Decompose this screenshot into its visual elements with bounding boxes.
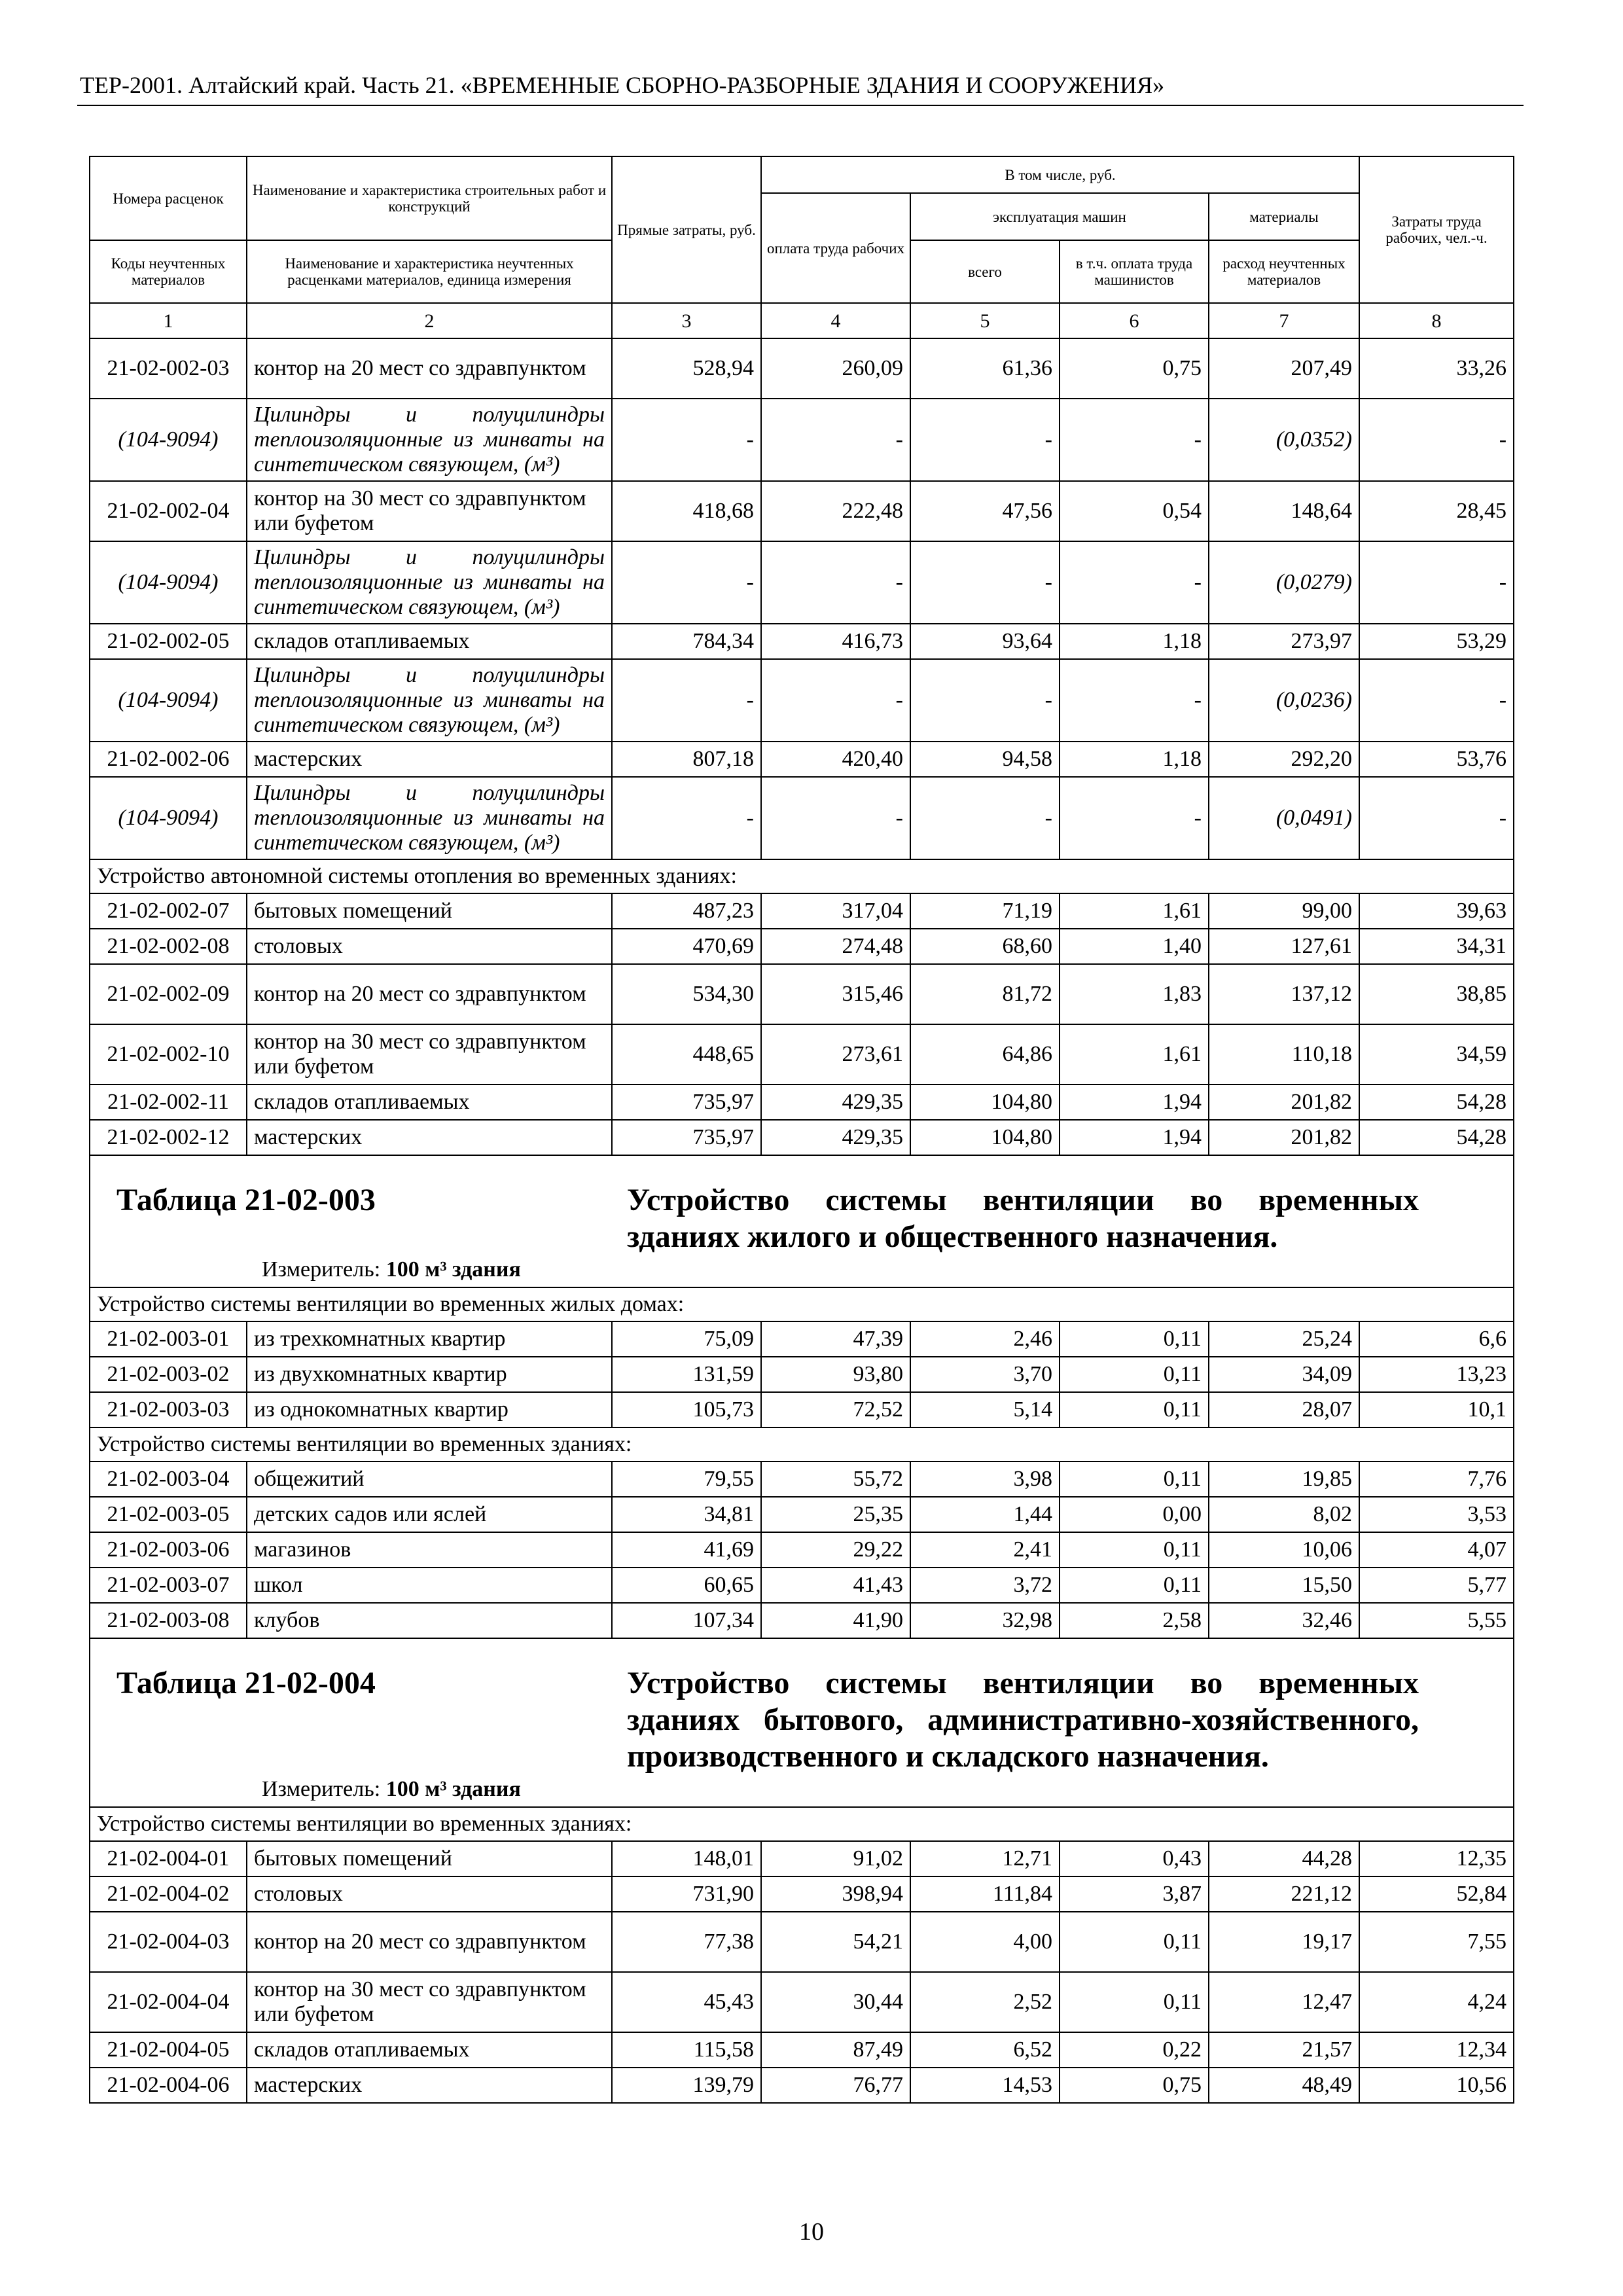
worker-pay-cell: 315,46 xyxy=(761,964,910,1024)
materials-cell: 34,09 xyxy=(1209,1357,1359,1392)
header-rate-numbers: Номера расценок xyxy=(90,156,247,240)
machinist-pay-cell: 0,00 xyxy=(1060,1497,1209,1532)
header-rule xyxy=(77,105,1524,106)
worker-pay-cell: 55,72 xyxy=(761,1462,910,1497)
labor-hours-cell: 12,35 xyxy=(1359,1841,1514,1876)
labor-hours-cell: 3,53 xyxy=(1359,1497,1514,1532)
material-code-cell: (104-9094) xyxy=(90,659,247,742)
machine-total-cell: 71,19 xyxy=(910,893,1060,929)
materials-cell: 221,12 xyxy=(1209,1876,1359,1912)
machine-total-cell: 2,46 xyxy=(910,1321,1060,1357)
materials-cell: 201,82 xyxy=(1209,1120,1359,1155)
rate-code-cell: 21-02-004-06 xyxy=(90,2068,247,2103)
work-name-cell: детских садов или яслей xyxy=(247,1497,612,1532)
rate-code-cell: 21-02-003-06 xyxy=(90,1532,247,1568)
rate-code-cell: 21-02-003-08 xyxy=(90,1603,247,1638)
rate-code-cell: 21-02-002-09 xyxy=(90,964,247,1024)
direct-cost-cell: 735,97 xyxy=(612,1085,761,1120)
table-row xyxy=(90,893,1514,929)
direct-cost-cell: 528,94 xyxy=(612,338,761,399)
machine-total-cell: 104,80 xyxy=(910,1120,1060,1155)
work-name-cell: школ xyxy=(247,1568,612,1603)
worker-pay-cell: 416,73 xyxy=(761,624,910,659)
direct-cost-cell: 418,68 xyxy=(612,481,761,541)
materials-cell: 28,07 xyxy=(1209,1392,1359,1427)
labor-hours-cell: 34,59 xyxy=(1359,1024,1514,1085)
material-name-cell: Цилиндры и полуцилиндры теплоизоляционные из минваты на синтетическом связующем, (м³) xyxy=(247,541,612,624)
measure-unit xyxy=(262,1257,521,1283)
rate-code-cell: 21-02-002-06 xyxy=(90,742,247,777)
measure-value: 100 м³ здания xyxy=(385,1257,521,1282)
table-row xyxy=(90,1321,1514,1357)
work-name-cell: столовых xyxy=(247,1876,612,1912)
labor-hours-cell: 53,76 xyxy=(1359,742,1514,777)
worker-pay-cell: 317,04 xyxy=(761,893,910,929)
rate-code-cell: 21-02-004-02 xyxy=(90,1876,247,1912)
table-row xyxy=(90,929,1514,964)
materials-cell: 8,02 xyxy=(1209,1497,1359,1532)
rate-code-cell: 21-02-003-03 xyxy=(90,1392,247,1427)
header-direct-costs: Прямые затраты, руб. xyxy=(612,156,761,303)
labor-hours-cell: 10,1 xyxy=(1359,1392,1514,1427)
material-machinist-pay-cell: - xyxy=(1060,777,1209,859)
machine-total-cell: 104,80 xyxy=(910,1085,1060,1120)
table-row xyxy=(90,1497,1514,1532)
work-name-cell: мастерских xyxy=(247,742,612,777)
column-number: 5 xyxy=(910,303,1060,338)
machinist-pay-cell: 0,11 xyxy=(1060,1972,1209,2032)
table-row xyxy=(90,2068,1514,2103)
labor-hours-cell: 7,76 xyxy=(1359,1462,1514,1497)
direct-cost-cell: 105,73 xyxy=(612,1392,761,1427)
worker-pay-cell: 273,61 xyxy=(761,1024,910,1085)
machinist-pay-cell: 0,11 xyxy=(1060,1532,1209,1568)
materials-cell: 32,46 xyxy=(1209,1603,1359,1638)
table-row xyxy=(90,1568,1514,1603)
table-title-block xyxy=(90,1155,1514,1287)
direct-cost-cell: 107,34 xyxy=(612,1603,761,1638)
machine-total-cell: 2,52 xyxy=(910,1972,1060,2032)
machine-total-cell: 3,98 xyxy=(910,1462,1060,1497)
table-row xyxy=(90,742,1514,777)
materials-cell: 12,47 xyxy=(1209,1972,1359,2032)
materials-cell: 207,49 xyxy=(1209,338,1359,399)
work-name-cell: складов отапливаемых xyxy=(247,1085,612,1120)
table-row xyxy=(90,1841,1514,1876)
materials-cell: 21,57 xyxy=(1209,2032,1359,2068)
labor-hours-cell: 52,84 xyxy=(1359,1876,1514,1912)
labor-hours-cell: 39,63 xyxy=(1359,893,1514,929)
materials-cell: 44,28 xyxy=(1209,1841,1359,1876)
section-heading: Устройство системы вентиляции во временных зданиях: xyxy=(90,1807,1514,1841)
measure-unit xyxy=(262,1776,521,1803)
labor-hours-cell: 12,34 xyxy=(1359,2032,1514,2068)
machinist-pay-cell: 0,22 xyxy=(1060,2032,1209,2068)
direct-cost-cell: 41,69 xyxy=(612,1532,761,1568)
rate-code-cell: 21-02-003-05 xyxy=(90,1497,247,1532)
labor-hours-cell: 33,26 xyxy=(1359,338,1514,399)
section-heading: Устройство системы вентиляции во временных зданиях: xyxy=(90,1427,1514,1462)
machine-total-cell: 93,64 xyxy=(910,624,1060,659)
worker-pay-cell: 274,48 xyxy=(761,929,910,964)
machine-total-cell: 2,41 xyxy=(910,1532,1060,1568)
column-number: 8 xyxy=(1359,303,1514,338)
labor-hours-cell: 7,55 xyxy=(1359,1912,1514,1972)
worker-pay-cell: 29,22 xyxy=(761,1532,910,1568)
column-number: 3 xyxy=(612,303,761,338)
table-row xyxy=(90,1876,1514,1912)
work-name-cell: из трехкомнатных квартир xyxy=(247,1321,612,1357)
material-code-cell: (104-9094) xyxy=(90,777,247,859)
work-name-cell: бытовых помещений xyxy=(247,893,612,929)
machinist-pay-cell: 1,40 xyxy=(1060,929,1209,964)
table-title-row xyxy=(90,1155,1514,1287)
work-name-cell: контор на 20 мест со здравпунктом xyxy=(247,1912,612,1972)
material-labor-hours-cell: - xyxy=(1359,777,1514,859)
worker-pay-cell: 76,77 xyxy=(761,2068,910,2103)
material-name-cell: Цилиндры и полуцилиндры теплоизоляционные из минваты на синтетическом связующем, (м³) xyxy=(247,399,612,481)
work-name-cell: контор на 30 мест со здравпунктом или буфетом xyxy=(247,481,612,541)
work-name-cell: клубов xyxy=(247,1603,612,1638)
machinist-pay-cell: 1,18 xyxy=(1060,742,1209,777)
material-machinist-pay-cell: - xyxy=(1060,399,1209,481)
rate-code-cell: 21-02-002-05 xyxy=(90,624,247,659)
work-name-cell: контор на 20 мест со здравпунктом xyxy=(247,964,612,1024)
worker-pay-cell: 72,52 xyxy=(761,1392,910,1427)
page-number: 10 xyxy=(799,2218,824,2246)
machinist-pay-cell: 0,43 xyxy=(1060,1841,1209,1876)
material-labor-hours-cell: - xyxy=(1359,659,1514,742)
rate-code-cell: 21-02-003-04 xyxy=(90,1462,247,1497)
measure-label: Измеритель: xyxy=(262,1257,381,1282)
column-number: 6 xyxy=(1060,303,1209,338)
column-number: 2 xyxy=(247,303,612,338)
rate-code-cell: 21-02-002-04 xyxy=(90,481,247,541)
materials-cell: 127,61 xyxy=(1209,929,1359,964)
direct-cost-cell: 487,23 xyxy=(612,893,761,929)
materials-cell: 292,20 xyxy=(1209,742,1359,777)
work-name-cell: складов отапливаемых xyxy=(247,624,612,659)
work-name-cell: бытовых помещений xyxy=(247,1841,612,1876)
column-number: 1 xyxy=(90,303,247,338)
table-row xyxy=(90,1972,1514,2032)
table-row xyxy=(90,338,1514,399)
direct-cost-cell: 131,59 xyxy=(612,1357,761,1392)
material-machine-total-cell: - xyxy=(910,659,1060,742)
direct-cost-cell: 75,09 xyxy=(612,1321,761,1357)
materials-cell: 99,00 xyxy=(1209,893,1359,929)
direct-cost-cell: 34,81 xyxy=(612,1497,761,1532)
direct-cost-cell: 534,30 xyxy=(612,964,761,1024)
materials-cell: 273,97 xyxy=(1209,624,1359,659)
materials-cell: 48,49 xyxy=(1209,2068,1359,2103)
table-title-block xyxy=(90,1638,1514,1807)
work-name-cell: складов отапливаемых xyxy=(247,2032,612,2068)
header-machinist-pay: в т.ч. оплата труда машинистов xyxy=(1060,240,1209,303)
direct-cost-cell: 784,34 xyxy=(612,624,761,659)
worker-pay-cell: 47,39 xyxy=(761,1321,910,1357)
machinist-pay-cell: 1,83 xyxy=(1060,964,1209,1024)
worker-pay-cell: 91,02 xyxy=(761,1841,910,1876)
labor-hours-cell: 53,29 xyxy=(1359,624,1514,659)
materials-cell: 148,64 xyxy=(1209,481,1359,541)
material-worker-pay-cell: - xyxy=(761,777,910,859)
table-row xyxy=(90,481,1514,541)
material-materials-cell: (0,0279) xyxy=(1209,541,1359,624)
direct-cost-cell: 148,01 xyxy=(612,1841,761,1876)
work-name-cell: мастерских xyxy=(247,2068,612,2103)
machine-total-cell: 47,56 xyxy=(910,481,1060,541)
machinist-pay-cell: 3,87 xyxy=(1060,1876,1209,1912)
machine-total-cell: 1,44 xyxy=(910,1497,1060,1532)
rate-code-cell: 21-02-003-02 xyxy=(90,1357,247,1392)
machinist-pay-cell: 0,75 xyxy=(1060,2068,1209,2103)
worker-pay-cell: 25,35 xyxy=(761,1497,910,1532)
rates-table xyxy=(89,156,1514,2104)
labor-hours-cell: 38,85 xyxy=(1359,964,1514,1024)
table-row xyxy=(90,624,1514,659)
page-header: ТЕР-2001. Алтайский край. Часть 21. «ВРЕМЕННЫЕ СБОРНО-РАЗБОРНЫЕ ЗДАНИЯ И СООРУЖЕНИЯ» xyxy=(80,72,1165,98)
material-row xyxy=(90,541,1514,624)
measure-value: 100 м³ здания xyxy=(385,1777,521,1801)
section-row xyxy=(90,1427,1514,1462)
machinist-pay-cell: 1,94 xyxy=(1060,1120,1209,1155)
column-number: 7 xyxy=(1209,303,1359,338)
header-materials: материалы xyxy=(1209,193,1359,240)
section-row xyxy=(90,1287,1514,1321)
rate-code-cell: 21-02-004-03 xyxy=(90,1912,247,1972)
table-row xyxy=(90,964,1514,1024)
rate-code-cell: 21-02-004-01 xyxy=(90,1841,247,1876)
machinist-pay-cell: 0,54 xyxy=(1060,481,1209,541)
rate-code-cell: 21-02-002-12 xyxy=(90,1120,247,1155)
work-name-cell: контор на 30 мест со здравпунктом или буфетом xyxy=(247,1972,612,2032)
worker-pay-cell: 429,35 xyxy=(761,1120,910,1155)
rate-code-cell: 21-02-002-07 xyxy=(90,893,247,929)
worker-pay-cell: 41,43 xyxy=(761,1568,910,1603)
machine-total-cell: 4,00 xyxy=(910,1912,1060,1972)
rate-code-cell: 21-02-003-07 xyxy=(90,1568,247,1603)
machinist-pay-cell: 0,11 xyxy=(1060,1392,1209,1427)
material-labor-hours-cell: - xyxy=(1359,541,1514,624)
machine-total-cell: 32,98 xyxy=(910,1603,1060,1638)
direct-cost-cell: 807,18 xyxy=(612,742,761,777)
machine-total-cell: 14,53 xyxy=(910,2068,1060,2103)
rate-code-cell: 21-02-004-05 xyxy=(90,2032,247,2068)
section-row xyxy=(90,859,1514,893)
machinist-pay-cell: 2,58 xyxy=(1060,1603,1209,1638)
materials-cell: 25,24 xyxy=(1209,1321,1359,1357)
machinist-pay-cell: 0,11 xyxy=(1060,1568,1209,1603)
material-worker-pay-cell: - xyxy=(761,541,910,624)
materials-cell: 110,18 xyxy=(1209,1024,1359,1085)
direct-cost-cell: 60,65 xyxy=(612,1568,761,1603)
material-direct-cost-cell: - xyxy=(612,541,761,624)
material-worker-pay-cell: - xyxy=(761,659,910,742)
worker-pay-cell: 429,35 xyxy=(761,1085,910,1120)
labor-hours-cell: 28,45 xyxy=(1359,481,1514,541)
header-machines-total: всего xyxy=(910,240,1060,303)
material-machine-total-cell: - xyxy=(910,541,1060,624)
rate-code-cell: 21-02-002-03 xyxy=(90,338,247,399)
direct-cost-cell: 77,38 xyxy=(612,1912,761,1972)
machinist-pay-cell: 1,61 xyxy=(1060,893,1209,929)
header-work-name: Наименование и характеристика строительных работ и конструкций xyxy=(247,156,612,240)
material-row xyxy=(90,659,1514,742)
column-number: 4 xyxy=(761,303,910,338)
direct-cost-cell: 731,90 xyxy=(612,1876,761,1912)
labor-hours-cell: 4,07 xyxy=(1359,1532,1514,1568)
material-machine-total-cell: - xyxy=(910,777,1060,859)
worker-pay-cell: 222,48 xyxy=(761,481,910,541)
direct-cost-cell: 139,79 xyxy=(612,2068,761,2103)
materials-cell: 19,17 xyxy=(1209,1912,1359,1972)
table-row xyxy=(90,1603,1514,1638)
labor-hours-cell: 13,23 xyxy=(1359,1357,1514,1392)
worker-pay-cell: 398,94 xyxy=(761,1876,910,1912)
material-row xyxy=(90,399,1514,481)
labor-hours-cell: 4,24 xyxy=(1359,1972,1514,2032)
material-direct-cost-cell: - xyxy=(612,659,761,742)
worker-pay-cell: 30,44 xyxy=(761,1972,910,2032)
worker-pay-cell: 420,40 xyxy=(761,742,910,777)
table-row xyxy=(90,1462,1514,1497)
machine-total-cell: 5,14 xyxy=(910,1392,1060,1427)
table-title: Таблица 21-02-004 xyxy=(116,1666,376,1700)
machine-total-cell: 6,52 xyxy=(910,2032,1060,2068)
materials-cell: 201,82 xyxy=(1209,1085,1359,1120)
direct-cost-cell: 735,97 xyxy=(612,1120,761,1155)
table-row xyxy=(90,1532,1514,1568)
materials-cell: 137,12 xyxy=(1209,964,1359,1024)
material-name-cell: Цилиндры и полуцилиндры теплоизоляционные из минваты на синтетическом связующем, (м³) xyxy=(247,659,612,742)
table-title: Таблица 21-02-003 xyxy=(116,1183,376,1217)
machinist-pay-cell: 0,11 xyxy=(1060,1321,1209,1357)
worker-pay-cell: 54,21 xyxy=(761,1912,910,1972)
worker-pay-cell: 41,90 xyxy=(761,1603,910,1638)
table-row xyxy=(90,1085,1514,1120)
direct-cost-cell: 45,43 xyxy=(612,1972,761,2032)
table-caption: Устройство системы вентиляции во временных зданиях бытового, административно-хозяйственного, производственного и складского назначения. xyxy=(627,1666,1419,1774)
material-name-cell: Цилиндры и полуцилиндры теплоизоляционные из минваты на синтетическом связующем, (м³) xyxy=(247,777,612,859)
material-direct-cost-cell: - xyxy=(612,777,761,859)
material-materials-cell: (0,0236) xyxy=(1209,659,1359,742)
machine-total-cell: 61,36 xyxy=(910,338,1060,399)
material-materials-cell: (0,0491) xyxy=(1209,777,1359,859)
work-name-cell: из двухкомнатных квартир xyxy=(247,1357,612,1392)
machinist-pay-cell: 0,11 xyxy=(1060,1357,1209,1392)
material-machinist-pay-cell: - xyxy=(1060,659,1209,742)
work-name-cell: мастерских xyxy=(247,1120,612,1155)
worker-pay-cell: 260,09 xyxy=(761,338,910,399)
table-row xyxy=(90,1120,1514,1155)
header-labor-hours: Затраты труда рабочих, чел.-ч. xyxy=(1359,156,1514,303)
machinist-pay-cell: 0,75 xyxy=(1060,338,1209,399)
header-material-codes: Коды неучтенных материалов xyxy=(90,240,247,303)
worker-pay-cell: 87,49 xyxy=(761,2032,910,2068)
work-name-cell: контор на 20 мест со здравпунктом xyxy=(247,338,612,399)
measure-label: Измеритель: xyxy=(262,1777,381,1801)
material-machinist-pay-cell: - xyxy=(1060,541,1209,624)
header-material-usage: расход неучтенных материалов xyxy=(1209,240,1359,303)
table-row xyxy=(90,1024,1514,1085)
work-name-cell: общежитий xyxy=(247,1462,612,1497)
labor-hours-cell: 5,77 xyxy=(1359,1568,1514,1603)
table-row xyxy=(90,2032,1514,2068)
machine-total-cell: 12,71 xyxy=(910,1841,1060,1876)
machinist-pay-cell: 1,61 xyxy=(1060,1024,1209,1085)
work-name-cell: магазинов xyxy=(247,1532,612,1568)
material-labor-hours-cell: - xyxy=(1359,399,1514,481)
machine-total-cell: 64,86 xyxy=(910,1024,1060,1085)
section-row xyxy=(90,1807,1514,1841)
rate-code-cell: 21-02-002-10 xyxy=(90,1024,247,1085)
header-material-names: Наименование и характеристика неучтенных расценками материалов, единица измерения xyxy=(247,240,612,303)
table-caption: Устройство системы вентиляции во временных зданиях жилого и общественного назначения. xyxy=(627,1183,1419,1254)
material-direct-cost-cell: - xyxy=(612,399,761,481)
section-heading: Устройство автономной системы отопления во временных зданиях: xyxy=(90,859,1514,893)
machinist-pay-cell: 0,11 xyxy=(1060,1912,1209,1972)
work-name-cell: контор на 30 мест со здравпунктом или буфетом xyxy=(247,1024,612,1085)
labor-hours-cell: 10,56 xyxy=(1359,2068,1514,2103)
machine-total-cell: 3,70 xyxy=(910,1357,1060,1392)
machinist-pay-cell: 1,94 xyxy=(1060,1085,1209,1120)
labor-hours-cell: 34,31 xyxy=(1359,929,1514,964)
table-row xyxy=(90,1392,1514,1427)
material-materials-cell: (0,0352) xyxy=(1209,399,1359,481)
machine-total-cell: 94,58 xyxy=(910,742,1060,777)
materials-cell: 10,06 xyxy=(1209,1532,1359,1568)
table-title-row xyxy=(90,1638,1514,1807)
worker-pay-cell: 93,80 xyxy=(761,1357,910,1392)
section-heading: Устройство системы вентиляции во временных жилых домах: xyxy=(90,1287,1514,1321)
direct-cost-cell: 448,65 xyxy=(612,1024,761,1085)
work-name-cell: столовых xyxy=(247,929,612,964)
machine-total-cell: 3,72 xyxy=(910,1568,1060,1603)
materials-cell: 15,50 xyxy=(1209,1568,1359,1603)
material-code-cell: (104-9094) xyxy=(90,399,247,481)
header-worker-pay: оплата труда рабочих xyxy=(761,193,910,303)
machinist-pay-cell: 1,18 xyxy=(1060,624,1209,659)
labor-hours-cell: 54,28 xyxy=(1359,1120,1514,1155)
work-name-cell: из однокомнатных квартир xyxy=(247,1392,612,1427)
table-row xyxy=(90,1357,1514,1392)
machine-total-cell: 81,72 xyxy=(910,964,1060,1024)
labor-hours-cell: 6,6 xyxy=(1359,1321,1514,1357)
direct-cost-cell: 79,55 xyxy=(612,1462,761,1497)
header-machines: эксплуатация машин xyxy=(910,193,1209,240)
rate-code-cell: 21-02-002-08 xyxy=(90,929,247,964)
materials-cell: 19,85 xyxy=(1209,1462,1359,1497)
table-row xyxy=(90,1912,1514,1972)
material-code-cell: (104-9094) xyxy=(90,541,247,624)
header-including: В том числе, руб. xyxy=(761,156,1359,193)
rate-code-cell: 21-02-004-04 xyxy=(90,1972,247,2032)
machinist-pay-cell: 0,11 xyxy=(1060,1462,1209,1497)
material-machine-total-cell: - xyxy=(910,399,1060,481)
labor-hours-cell: 5,55 xyxy=(1359,1603,1514,1638)
labor-hours-cell: 54,28 xyxy=(1359,1085,1514,1120)
direct-cost-cell: 470,69 xyxy=(612,929,761,964)
machine-total-cell: 111,84 xyxy=(910,1876,1060,1912)
direct-cost-cell: 115,58 xyxy=(612,2032,761,2068)
rate-code-cell: 21-02-002-11 xyxy=(90,1085,247,1120)
machine-total-cell: 68,60 xyxy=(910,929,1060,964)
material-row xyxy=(90,777,1514,859)
rate-code-cell: 21-02-003-01 xyxy=(90,1321,247,1357)
material-worker-pay-cell: - xyxy=(761,399,910,481)
